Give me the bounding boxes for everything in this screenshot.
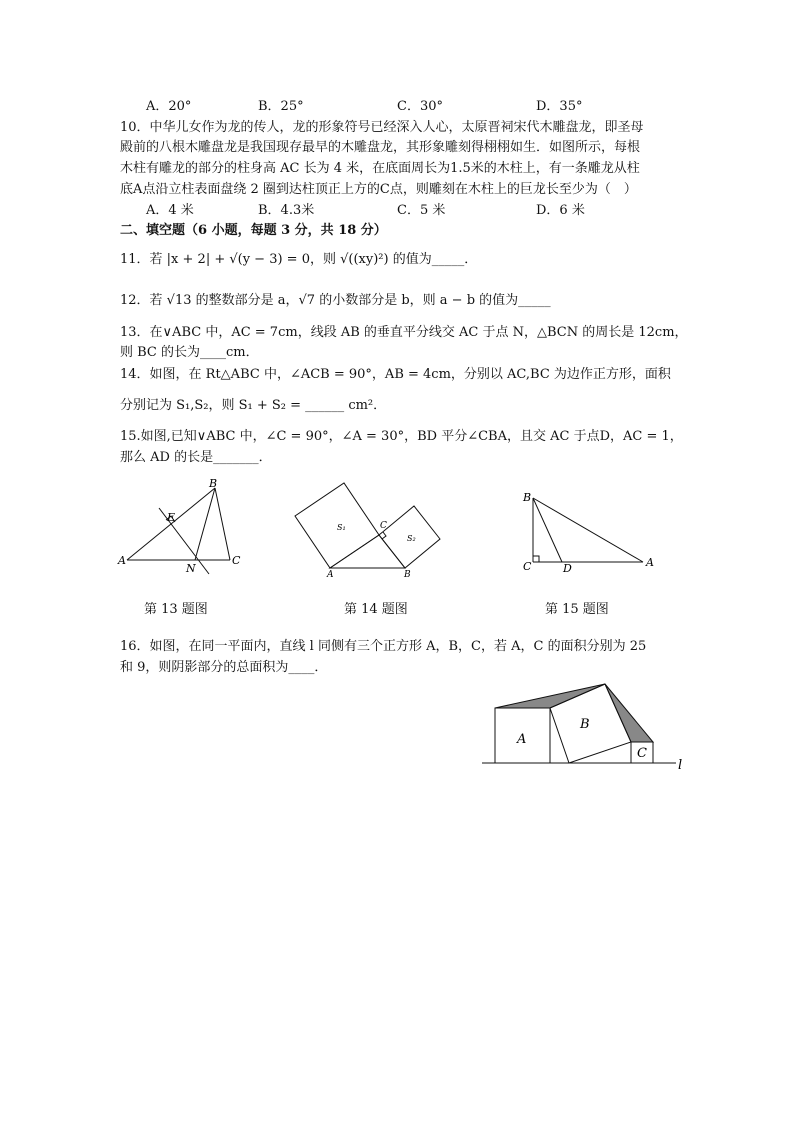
label-d: D: [563, 562, 572, 575]
q10-line-4: 底A点沿立柱表面盘绕 2 圈到达柱顶正上方的C点，则雕刻在木柱上的巨龙长至少为（ ）: [120, 182, 637, 197]
label-c: C: [380, 521, 387, 531]
triangle-abc: [330, 535, 405, 568]
q10-line-1: 10．中华儿女作为龙的传人，龙的形象符号已经深入人心，太原晋祠宋代木雕盘龙，即圣母: [120, 120, 644, 135]
q16-line-2: 和 9，则阴影部分的总面积为____．: [120, 660, 328, 675]
q12-text: 12．若 √13 的整数部分是 a，√7 的小数部分是 b，则 a − b 的值为_____: [120, 293, 551, 308]
label-c: C: [637, 746, 647, 761]
q14-line-1: 14．如图，在 Rt△ABC 中，∠ACB = 90°，AB = 4cm，分别以 AC,BC 为边作正方形，面积: [120, 367, 671, 382]
q11-text: 11．若 |x + 2| + √(y − 3) = 0，则 √((xy)²) 的值为_____．: [120, 252, 478, 267]
q15-line-1: 15.如图,已知∨ABC 中，∠C = 90°，∠A = 30°，BD 平分∠CBA，且交 AC 于点D，AC = 1，: [120, 429, 683, 444]
label-l: l: [678, 758, 683, 773]
label-e: E: [167, 511, 176, 524]
segment-ab: [533, 498, 643, 562]
label-a: A: [517, 732, 527, 747]
label-b: B: [580, 717, 590, 732]
q13-line-1: 13．在∨ABC 中，AC = 7cm，线段 AB 的垂直平分线交 AC 于点 N，△BCN 的周长是 12cm，: [120, 325, 688, 340]
caption-fig-14: 第 14 题图: [344, 602, 408, 617]
section-title: 二、填空题（6 小题，每题 3 分，共 18 分）: [120, 223, 387, 238]
figure-15: [518, 488, 668, 578]
q13-line-2: 则 BC 的长为____cm．: [120, 345, 259, 360]
q14-line-2: 分别记为 S₁,S₂，则 S₁ + S₂ = ______ cm²．: [120, 398, 387, 413]
shaded-region-left: [495, 684, 605, 708]
caption-fig-13: 第 13 题图: [144, 602, 208, 617]
label-n: N: [186, 562, 196, 575]
label-a: A: [646, 556, 654, 569]
segment-bn: [195, 488, 215, 560]
q10-line-2: 殿前的八根木雕盘龙是我国现存最早的木雕盘龙，其形象雕刻得栩栩如生．如图所示，每根: [120, 140, 641, 155]
label-a: A: [118, 554, 126, 567]
label-b: B: [404, 570, 411, 580]
label-c: C: [523, 560, 532, 573]
label-s2: S₂: [407, 534, 416, 543]
segment-bc: [215, 488, 230, 560]
figure-13: [115, 478, 255, 578]
q10-option-b: B．4.3米: [258, 203, 315, 218]
q16-line-1: 16．如图，在同一平面内，直线 l 同侧有三个正方形 A，B，C，若 A，C 的面积分别为 25: [120, 639, 647, 654]
label-a: A: [327, 570, 334, 580]
q10-option-d: D．6 米: [536, 203, 585, 218]
label-c: C: [232, 554, 241, 567]
q9-option-a: A．20°: [146, 99, 192, 114]
label-s1: S₁: [337, 523, 346, 532]
q15-line-2: 那么 AD 的长是_______．: [120, 450, 272, 465]
caption-fig-15: 第 15 题图: [545, 602, 609, 617]
q10-line-3: 木柱有雕龙的部分的柱身高 AC 长为 4 米，在底面周长为1.5米的木柱上，有一条雕龙从柱: [120, 161, 640, 176]
q9-option-b: B．25°: [258, 99, 304, 114]
figure-14: [295, 478, 455, 578]
q9-option-c: C．30°: [397, 99, 443, 114]
shaded-region-right: [605, 684, 653, 742]
segment-bd: [533, 498, 562, 562]
label-b: B: [523, 491, 532, 504]
q10-option-a: A．4 米: [146, 203, 194, 218]
right-angle-mark: [533, 556, 539, 562]
q9-option-d: D．35°: [536, 99, 583, 114]
label-b: B: [209, 477, 218, 490]
right-angle-mark: [382, 532, 386, 539]
q10-option-c: C．5 米: [397, 203, 446, 218]
figure-16: [480, 680, 690, 772]
